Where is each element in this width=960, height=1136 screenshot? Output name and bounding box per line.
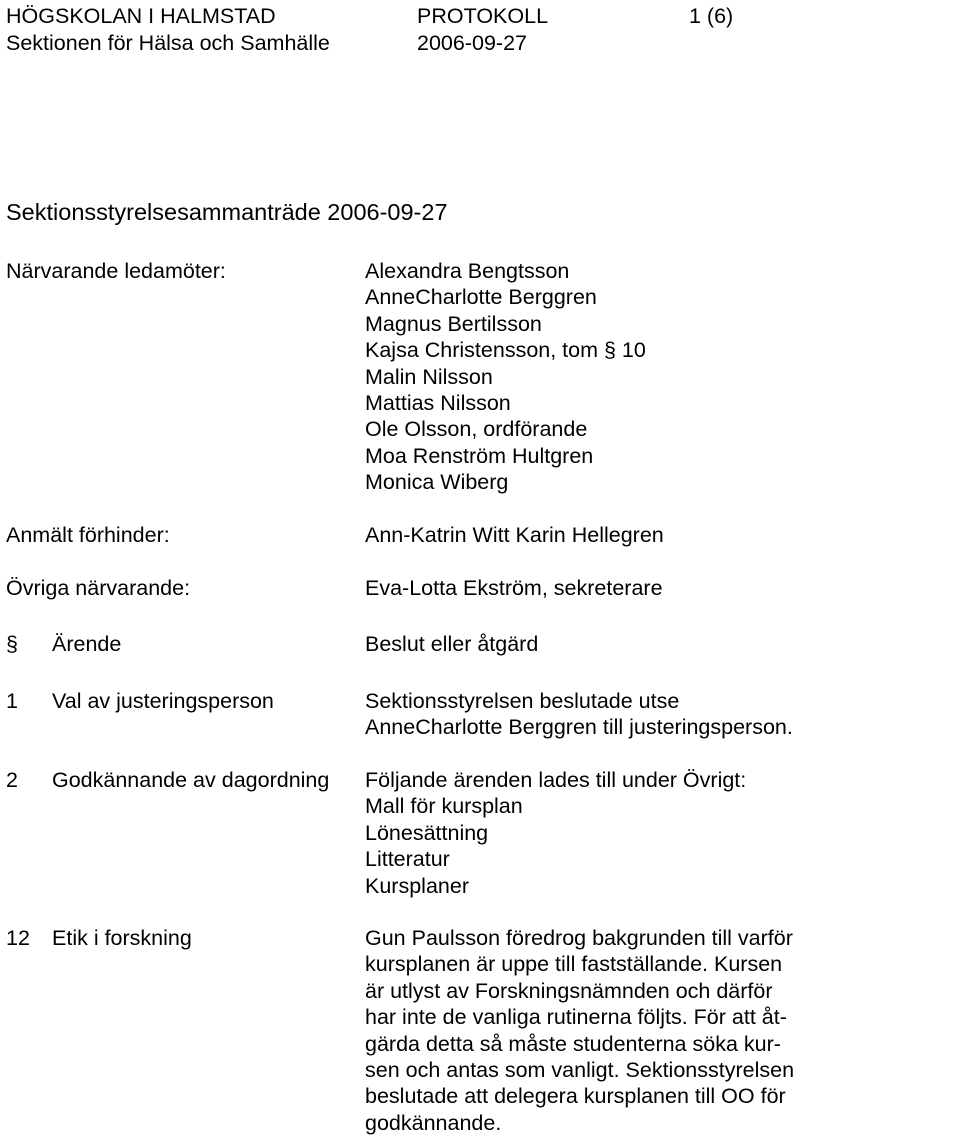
decision-line: har inte de vanliga rutinerna följts. För att åt- bbox=[365, 1005, 787, 1030]
others-members: Eva-Lotta Ekström, sekreterare bbox=[365, 576, 663, 600]
present-member: Magnus Bertilsson bbox=[365, 311, 542, 336]
header-doc-type: PROTOKOLL bbox=[417, 4, 549, 28]
item-title: Val av justeringsperson bbox=[52, 689, 274, 713]
header-page-number: 1 (6) bbox=[689, 4, 734, 28]
decision-line: Litteratur bbox=[365, 847, 450, 872]
decision-line: Följande ärenden lades till under Övrigt: bbox=[365, 768, 747, 792]
absent-members: Ann-Katrin Witt Karin Hellegren bbox=[365, 523, 664, 547]
decision-line: Sektionsstyrelsen beslutade utse bbox=[365, 689, 680, 713]
paragraph-symbol: § bbox=[6, 632, 18, 656]
absent-label: Anmält förhinder: bbox=[6, 523, 170, 547]
item-title: Godkännande av dagordning bbox=[52, 768, 330, 792]
decision-line: kursplanen är uppe till fastställande. Kursen bbox=[365, 952, 783, 977]
decision-line: är utlyst av Forskningsnämnden och därför bbox=[365, 978, 773, 1003]
item-number: 2 bbox=[6, 768, 18, 792]
decision-line: godkännande. bbox=[365, 1110, 502, 1135]
matter-heading: Ärende bbox=[52, 632, 122, 656]
header-date: 2006-09-27 bbox=[417, 31, 527, 55]
present-member: Moa Renström Hultgren bbox=[365, 443, 594, 468]
present-member: Kajsa Christensson, tom § 10 bbox=[365, 338, 646, 363]
item-decision bbox=[365, 767, 746, 899]
item-title: Etik i forskning bbox=[52, 926, 192, 950]
present-member: Ole Olsson, ordförande bbox=[365, 417, 588, 442]
decision-line: Mall för kursplan bbox=[365, 794, 523, 819]
decision-line: sen och antas som vanligt. Sektionsstyrelsen bbox=[365, 1057, 795, 1082]
decision-line: Kursplaner bbox=[365, 873, 469, 898]
present-member: AnneCharlotte Berggren bbox=[365, 285, 597, 310]
decision-line: gärda detta så måste studenterna söka kur- bbox=[365, 1031, 781, 1056]
item-decision bbox=[365, 925, 794, 1136]
others-label: Övriga närvarande: bbox=[6, 576, 191, 600]
decision-line: Gun Paulsson föredrog bakgrunden till varför bbox=[365, 926, 793, 950]
present-member: Monica Wiberg bbox=[365, 470, 509, 495]
header-school: HÖGSKOLAN I HALMSTAD bbox=[6, 4, 276, 28]
decision-heading: Beslut eller åtgärd bbox=[365, 632, 539, 656]
present-member: Malin Nilsson bbox=[365, 364, 493, 389]
item-decision bbox=[365, 688, 793, 741]
item-number: 1 bbox=[6, 689, 18, 713]
decision-line: AnneCharlotte Berggren till justeringsperson. bbox=[365, 715, 793, 740]
meeting-title: Sektionsstyrelsesammanträde 2006-09-27 bbox=[6, 199, 448, 225]
header-section: Sektionen för Hälsa och Samhälle bbox=[6, 31, 330, 55]
present-label: Närvarande ledamöter: bbox=[6, 259, 226, 283]
present-list bbox=[365, 258, 646, 496]
decision-line: beslutade att delegera kursplanen till OO för bbox=[365, 1084, 786, 1109]
present-member: Alexandra Bengtsson bbox=[365, 259, 570, 283]
present-member: Mattias Nilsson bbox=[365, 390, 511, 415]
item-number: 12 bbox=[6, 926, 30, 950]
decision-line: Lönesättning bbox=[365, 820, 489, 845]
